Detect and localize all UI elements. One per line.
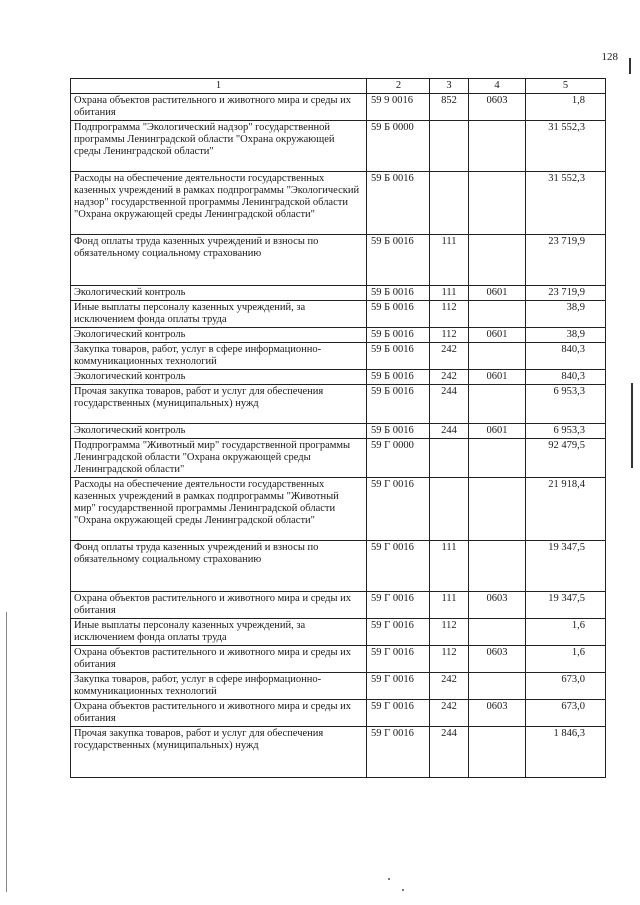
row-sum-cell: 23 719,9 <box>526 235 606 286</box>
row-name-cell: Подпрограмма "Животный мир" государственной программы Ленинградской области "Охрана окружающей среды Ленинградской области" <box>71 439 367 478</box>
row-name-cell: Охрана объектов растительного и животного мира и среды их обитания <box>71 592 367 619</box>
row-code-cell: 59 Б 0000 <box>367 121 430 172</box>
row-vr-cell: 111 <box>430 592 469 619</box>
table-row <box>71 385 606 424</box>
row-name-cell: Экологический контроль <box>71 328 367 343</box>
column-header: 4 <box>469 79 526 94</box>
row-rz-cell <box>469 301 526 328</box>
row-name-cell: Расходы на обеспечение деятельности государственных казенных учреждений в рамках подпрограммы "Животный мир" государственной программы Ленинградской области "Охрана окружающей среды Ленинградской области" <box>71 478 367 541</box>
table-row <box>71 121 606 172</box>
row-vr-cell: 111 <box>430 286 469 301</box>
row-sum-cell: 6 953,3 <box>526 424 606 439</box>
row-sum-cell: 31 552,3 <box>526 172 606 235</box>
row-code-cell: 59 Б 0016 <box>367 328 430 343</box>
scan-edge-mark <box>6 612 7 892</box>
table-row <box>71 370 606 385</box>
row-name-cell: Прочая закупка товаров, работ и услуг для обеспечения государственных (муниципальных) нужд <box>71 385 367 424</box>
row-code-cell: 59 Б 0016 <box>367 286 430 301</box>
row-name-cell: Подпрограмма "Экологический надзор" государственной программы Ленинградской области "Охрана окружающей среды Ленинградской области" <box>71 121 367 172</box>
row-sum-cell: 673,0 <box>526 673 606 700</box>
row-vr-cell: 242 <box>430 700 469 727</box>
row-rz-cell <box>469 172 526 235</box>
row-code-cell: 59 Г 0016 <box>367 700 430 727</box>
row-code-cell: 59 Б 0016 <box>367 343 430 370</box>
column-header: 5 <box>526 79 606 94</box>
row-vr-cell <box>430 121 469 172</box>
row-rz-cell: 0601 <box>469 328 526 343</box>
column-header: 2 <box>367 79 430 94</box>
row-name-cell: Расходы на обеспечение деятельности государственных казенных учреждений в рамках подпрограммы "Экологический надзор" государственной программы Ленинградской области "Охрана окружающей среды Ленинградской области" <box>71 172 367 235</box>
row-rz-cell <box>469 673 526 700</box>
row-vr-cell <box>430 172 469 235</box>
row-name-cell: Иные выплаты персоналу казенных учреждений, за исключением фонда оплаты труда <box>71 619 367 646</box>
row-sum-cell: 1,8 <box>526 94 606 121</box>
table-row <box>71 343 606 370</box>
row-vr-cell: 111 <box>430 541 469 592</box>
scan-edge-mark <box>629 58 631 74</box>
row-vr-cell <box>430 439 469 478</box>
row-rz-cell: 0603 <box>469 646 526 673</box>
row-sum-cell: 673,0 <box>526 700 606 727</box>
row-name-cell: Фонд оплаты труда казенных учреждений и взносы по обязательному социальному страхованию <box>71 541 367 592</box>
row-rz-cell <box>469 385 526 424</box>
table-row <box>71 94 606 121</box>
row-code-cell: 59 Б 0016 <box>367 385 430 424</box>
row-name-cell: Экологический контроль <box>71 424 367 439</box>
row-rz-cell <box>469 235 526 286</box>
row-vr-cell: 244 <box>430 727 469 778</box>
table-row <box>71 673 606 700</box>
row-name-cell: Фонд оплаты труда казенных учреждений и взносы по обязательному социальному страхованию <box>71 235 367 286</box>
row-code-cell: 59 Г 0016 <box>367 646 430 673</box>
row-vr-cell: 852 <box>430 94 469 121</box>
row-vr-cell: 111 <box>430 235 469 286</box>
row-name-cell: Экологический контроль <box>71 286 367 301</box>
column-header: 1 <box>71 79 367 94</box>
row-name-cell: Прочая закупка товаров, работ и услуг для обеспечения государственных (муниципальных) нужд <box>71 727 367 778</box>
row-sum-cell: 1 846,3 <box>526 727 606 778</box>
row-vr-cell: 112 <box>430 619 469 646</box>
table-row <box>71 235 606 286</box>
row-name-cell: Охрана объектов растительного и животного мира и среды их обитания <box>71 646 367 673</box>
row-name-cell: Охрана объектов растительного и животного мира и среды их обитания <box>71 700 367 727</box>
row-code-cell: 59 Г 0016 <box>367 478 430 541</box>
row-rz-cell <box>469 727 526 778</box>
row-code-cell: 59 Г 0016 <box>367 541 430 592</box>
row-sum-cell: 1,6 <box>526 646 606 673</box>
row-rz-cell: 0601 <box>469 424 526 439</box>
table-row <box>71 646 606 673</box>
row-sum-cell: 6 953,3 <box>526 385 606 424</box>
row-vr-cell: 242 <box>430 673 469 700</box>
row-sum-cell: 92 479,5 <box>526 439 606 478</box>
row-code-cell: 59 Г 0016 <box>367 727 430 778</box>
table-row <box>71 301 606 328</box>
row-rz-cell <box>469 478 526 541</box>
scan-edge-mark <box>631 383 633 468</box>
row-code-cell: 59 Б 0016 <box>367 301 430 328</box>
row-vr-cell: 242 <box>430 343 469 370</box>
table-row <box>71 286 606 301</box>
row-code-cell: 59 Б 0016 <box>367 172 430 235</box>
table-row <box>71 478 606 541</box>
table-row <box>71 172 606 235</box>
row-vr-cell: 244 <box>430 385 469 424</box>
row-sum-cell: 21 918,4 <box>526 478 606 541</box>
row-rz-cell: 0603 <box>469 700 526 727</box>
row-vr-cell: 244 <box>430 424 469 439</box>
row-code-cell: 59 Г 0016 <box>367 592 430 619</box>
row-name-cell: Закупка товаров, работ, услуг в сфере информационно-коммуникационных технологий <box>71 343 367 370</box>
row-code-cell: 59 Г 0016 <box>367 619 430 646</box>
row-sum-cell: 31 552,3 <box>526 121 606 172</box>
table-header-row <box>71 79 606 94</box>
row-sum-cell: 38,9 <box>526 328 606 343</box>
row-code-cell: 59 Г 0016 <box>367 673 430 700</box>
table-row <box>71 619 606 646</box>
row-vr-cell <box>430 478 469 541</box>
row-code-cell: 59 Б 0016 <box>367 424 430 439</box>
row-rz-cell: 0601 <box>469 286 526 301</box>
row-rz-cell <box>469 121 526 172</box>
table-row <box>71 592 606 619</box>
row-vr-cell: 242 <box>430 370 469 385</box>
table-row <box>71 439 606 478</box>
row-vr-cell: 112 <box>430 328 469 343</box>
column-header: 3 <box>430 79 469 94</box>
table-row <box>71 541 606 592</box>
row-rz-cell <box>469 541 526 592</box>
row-code-cell: 59 9 0016 <box>367 94 430 121</box>
budget-table <box>70 78 606 778</box>
row-rz-cell: 0603 <box>469 592 526 619</box>
page-number: 128 <box>601 51 618 63</box>
row-code-cell: 59 Б 0016 <box>367 370 430 385</box>
table-row <box>71 700 606 727</box>
row-sum-cell: 1,6 <box>526 619 606 646</box>
row-code-cell: 59 Б 0016 <box>367 235 430 286</box>
row-name-cell: Иные выплаты персоналу казенных учреждений, за исключением фонда оплаты труда <box>71 301 367 328</box>
row-vr-cell: 112 <box>430 301 469 328</box>
row-sum-cell: 23 719,9 <box>526 286 606 301</box>
row-vr-cell: 112 <box>430 646 469 673</box>
row-rz-cell: 0603 <box>469 94 526 121</box>
row-sum-cell: 840,3 <box>526 370 606 385</box>
row-sum-cell: 38,9 <box>526 301 606 328</box>
row-sum-cell: 19 347,5 <box>526 592 606 619</box>
row-name-cell: Экологический контроль <box>71 370 367 385</box>
row-sum-cell: 19 347,5 <box>526 541 606 592</box>
table-row <box>71 424 606 439</box>
scan-dot <box>388 878 390 880</box>
row-sum-cell: 840,3 <box>526 343 606 370</box>
row-rz-cell <box>469 439 526 478</box>
row-name-cell: Охрана объектов растительного и животного мира и среды их обитания <box>71 94 367 121</box>
row-code-cell: 59 Г 0000 <box>367 439 430 478</box>
scan-dot <box>402 889 404 891</box>
row-name-cell: Закупка товаров, работ, услуг в сфере информационно-коммуникационных технологий <box>71 673 367 700</box>
row-rz-cell <box>469 343 526 370</box>
row-rz-cell <box>469 619 526 646</box>
table-row <box>71 328 606 343</box>
row-rz-cell: 0601 <box>469 370 526 385</box>
table-row <box>71 727 606 778</box>
